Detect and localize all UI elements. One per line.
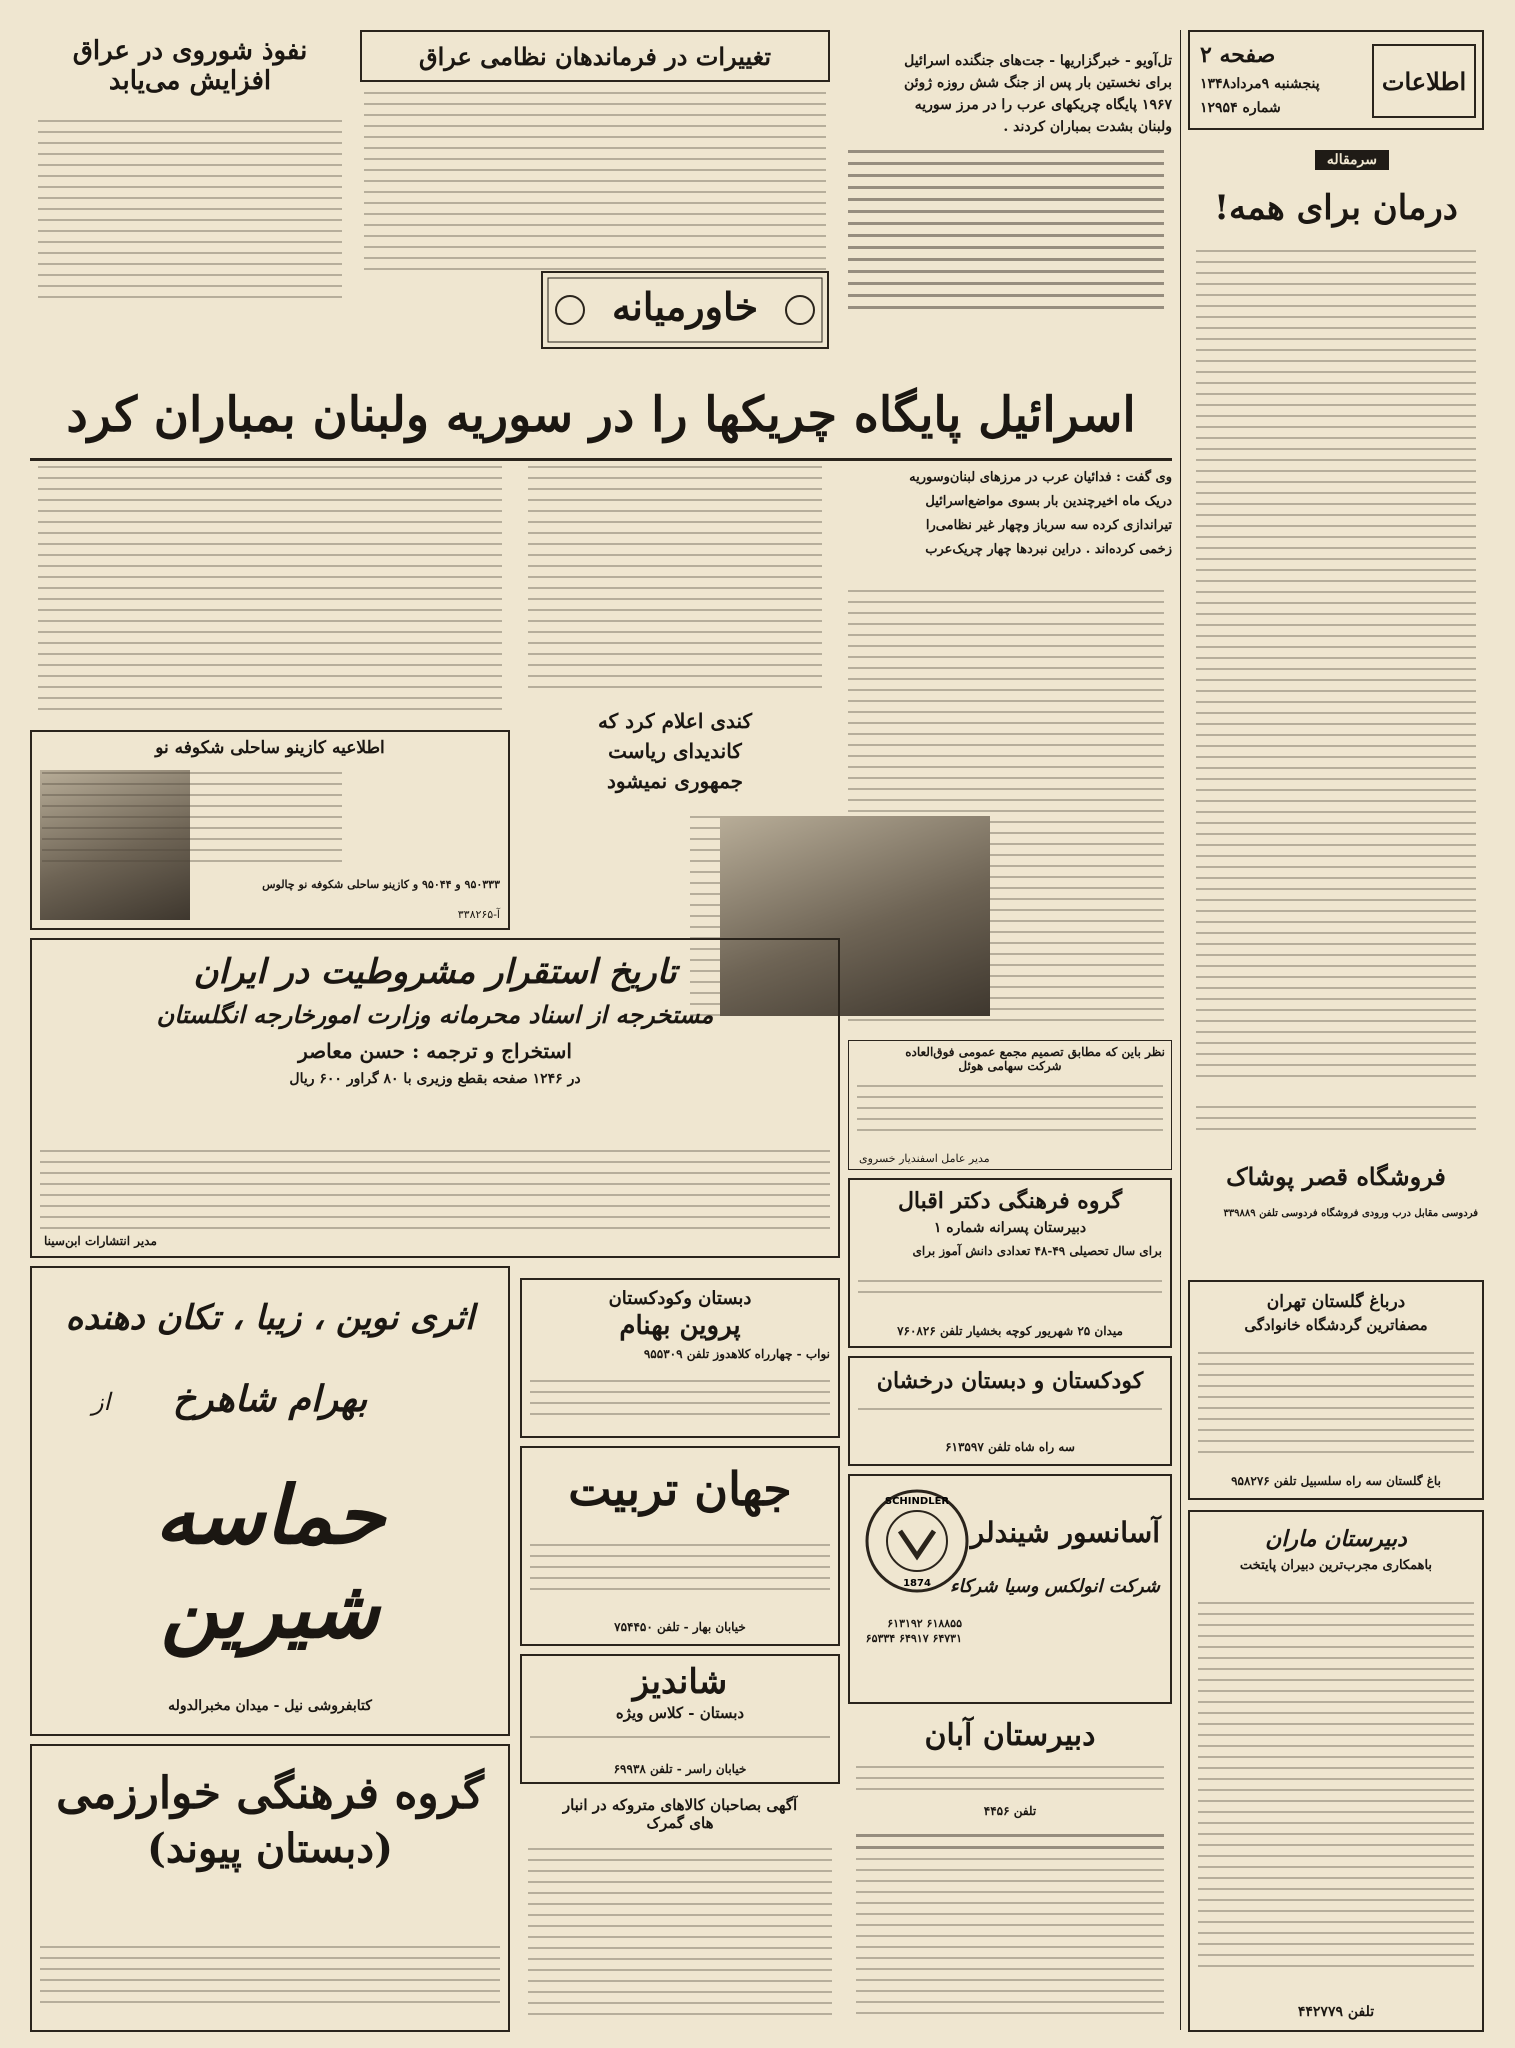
- fedayeen-article: وی گفت : فدائیان عرب در مرزهای لبنان‌وسوریه دریک ماه اخیرچندین بار بسوی مواضع‌اسرائیل تیراندازی کرده سه سرباز وچهار غیر نظامی‌را زخمی کرده‌اند . دراین نبردها چهار چریک‌عرب: [909, 470, 1172, 557]
- report-column-2: [520, 466, 830, 696]
- iraq-changes-title: تغییرات در فرماندهان نظامی عراق: [360, 30, 830, 82]
- editorial-label: سرمقاله: [1315, 150, 1389, 170]
- casino-ad: اطلاعیه کازینو ساحلی شکوفه نو ۹۵۰۳۳۳ و ۹۵۰۴۴ و کازینو ساحلی شکوفه نو چالوس آ-۳۳۸۲۶۵: [30, 730, 510, 930]
- telaviv-report: تل‌آویو - خبرگزاریها - جت‌های جنگنده اسرائیل برای نخستین بار پس از جنگ شش روزه ژوئن ۱۹۶۷ پایگاه چریکهای عرب را در مرز سوریه ولبنان بشدت بمباران کردند .: [840, 50, 1172, 380]
- editorial-body: [1196, 250, 1476, 1080]
- page-number: صفحه ۲: [1200, 42, 1276, 68]
- report-column-3: [30, 466, 510, 716]
- headline-rule: [30, 458, 1172, 461]
- editorial-title: درمان برای همه!: [1214, 188, 1458, 228]
- eghbal-school-ad: گروه فرهنگی دکتر اقبال دبیرستان پسرانه شماره ۱ برای سال تحصیلی ۴۹-۴۸ تعدادی دانش آموز برای میدان ۲۵ شهریور کوچه بخشیار تلفن ۷۶۰۸۲۶: [848, 1178, 1172, 1348]
- golestan-garden-ad: درباغ گلستان تهران مصفاترین گردشگاه خانوادگی باغ گلستان سه راه سلسبیل تلفن ۹۵۸۲۷۶: [1188, 1280, 1484, 1500]
- main-headline: اسرائیل پایگاه چریکها را در سوریه ولبنان بمباران کرد: [66, 387, 1136, 443]
- hotel-company-notice: نظر باین که مطابق تصمیم مجمع عمومی فوق‌العاده شرکت سهامی هوئل مدیر عامل اسفندیار خسروی: [848, 1040, 1172, 1170]
- aban-school-ad: دبیرستان آبان تلفن ۴۴۵۶: [848, 1712, 1172, 1822]
- column-rule: [1180, 30, 1181, 2030]
- soviet-influence-article: نفوذ شوروی در عراق افزایش می‌یابد: [30, 30, 350, 320]
- issue-number: شماره ۱۲۹۵۴: [1200, 100, 1281, 116]
- jahan-tarbiat-ad: جهان تربیت خیابان بهار - تلفن ۷۵۴۴۵۰: [520, 1446, 840, 1646]
- customs-notice: آگهی بصاحبان کالاهای متروکه در انبار های گمرک: [520, 1792, 840, 2032]
- schindler-badge-top: SCHINDLER: [884, 1496, 950, 1507]
- shandiz-school-ad: شاندیز دبستان - کلاس ویژه خیابان راسر - تلفن ۶۹۹۳۸: [520, 1654, 840, 1784]
- kharazmi-school-ad: گروه فرهنگی خوارزمی (دبستان پیوند): [30, 1744, 510, 2032]
- schindler-elevator-ad: SCHINDLER 1874 آسانسور شیندلر شرکت انولکس وسیا شرکاء ۶۱۸۸۵۵ ۶۱۳۱۹۲ ۶۴۷۳۱ ۶۴۹۱۷ ۶۵۳۳۴: [848, 1474, 1172, 1704]
- editorial-column: [1188, 150, 1484, 1090]
- history-book-ad: تاریخ استقرار مشروطیت در ایران مستخرجه از اسناد محرمانه وزارت امورخارجه انگلستان استخراج و ترجمه : حسن معاصر در ۱۲۴۶ صفحه بقطع وزیری با ۸۰ گراور ۶۰۰ ریال مدیر انتشارات ابن‌سینا: [30, 938, 840, 1258]
- kennedy-article: کندی اعلام کرد که کاندیدای ریاست جمهوری نمیشود: [520, 706, 830, 1036]
- ghasr-clothing-ad: فروشگاه قصر پوشاک فردوسی مقابل درب ورودی فروشگاه فردوسی تلفن ۳۳۹۸۸۹: [1188, 1100, 1484, 1270]
- schindler-badge-year: 1874: [903, 1578, 931, 1589]
- issue-date: پنجشنبه ۹مرداد۱۳۴۸: [1200, 76, 1320, 92]
- middle-east-banner: خاورمیانه: [540, 270, 830, 350]
- newspaper-logo: اطلاعات: [1372, 44, 1476, 118]
- derakhshan-school-ad: کودکستان و دبستان درخشان سه راه شاه تلفن ۶۱۳۵۹۷: [848, 1356, 1172, 1466]
- masthead: [1188, 30, 1484, 130]
- iraq-changes-body: [360, 88, 830, 288]
- hamase-shirin-book-ad: اثری نوین ، زیبا ، تکان دهنده از بهرام شاهرخ حماسه شیرین کتابفروشی نیل - میدان مخبرالدوله: [30, 1266, 510, 1736]
- behnam-school-ad: دبستان وکودکستان پروین بهنام نواب - چهارراه کلاهدوز تلفن ۹۵۵۳۰۹: [520, 1278, 840, 1438]
- maran-school-ad: دبیرستان ماران باهمکاری مجرب‌ترین دبیران پایتخت تلفن ۴۴۲۷۷۹: [1188, 1510, 1484, 2032]
- assembly-notice: [848, 1830, 1172, 2030]
